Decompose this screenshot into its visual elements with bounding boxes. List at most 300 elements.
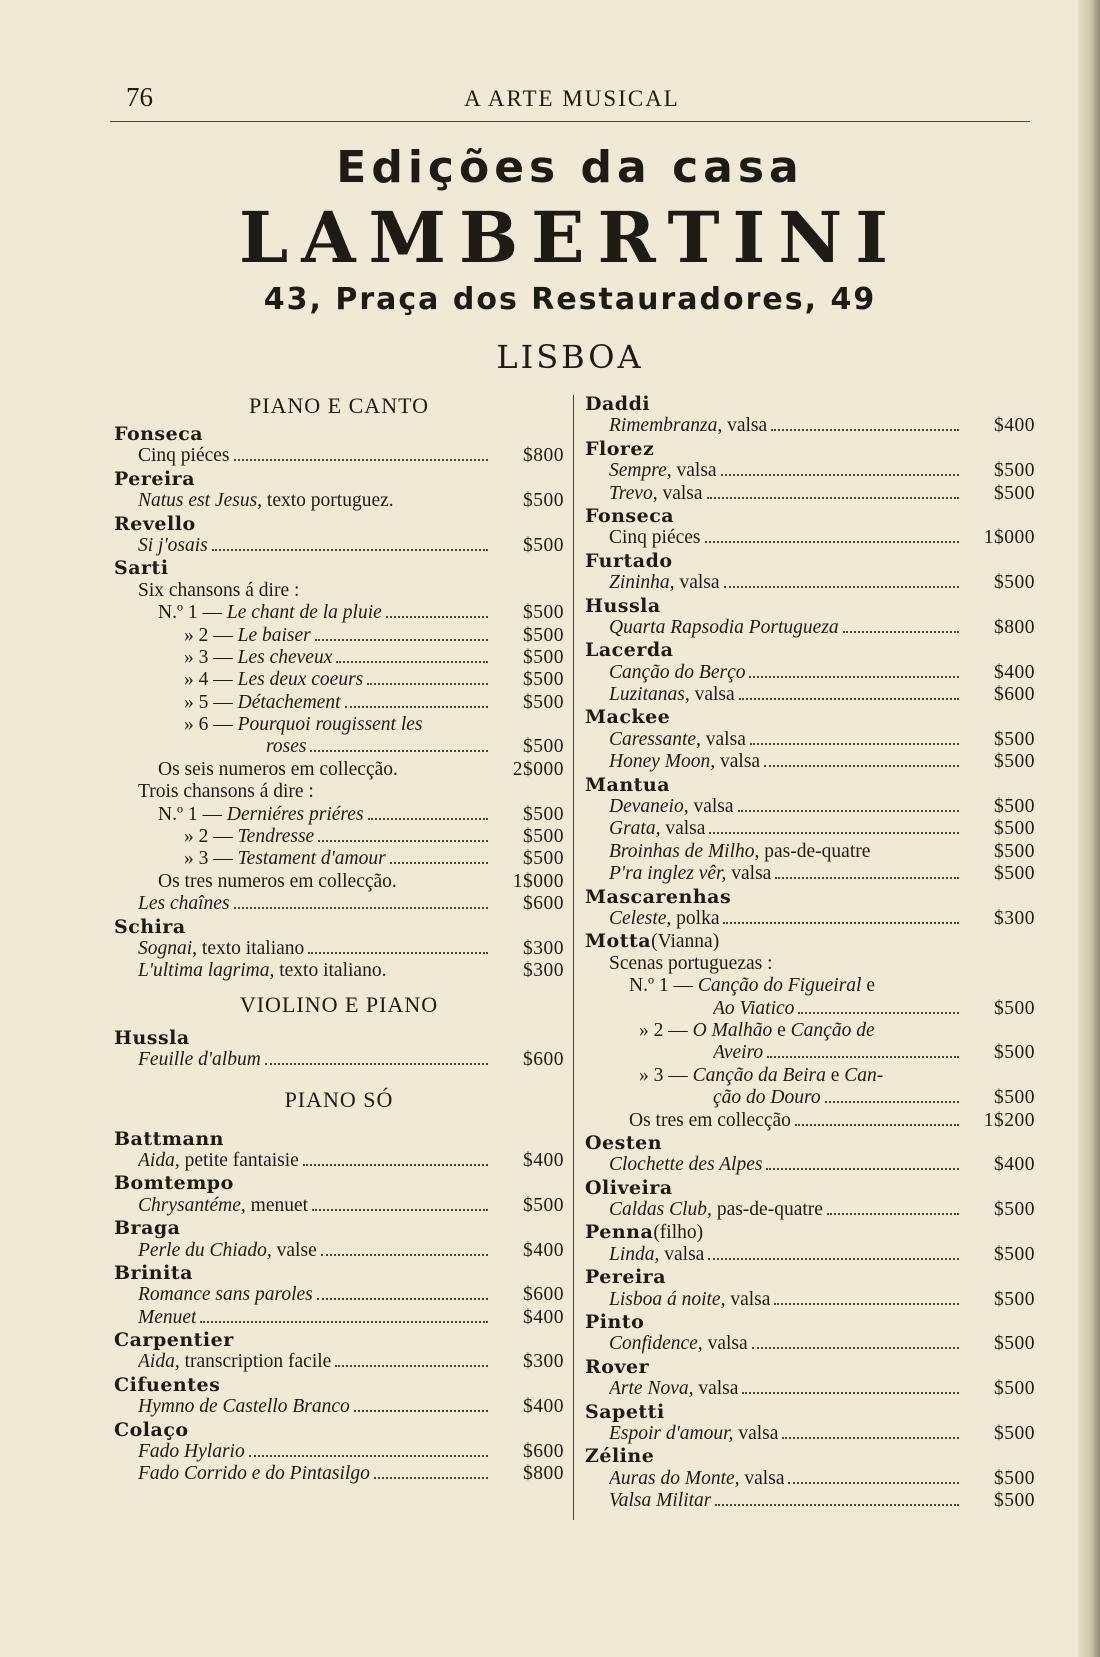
entry-title: Celeste, bbox=[609, 907, 672, 929]
catalogue-entry bbox=[114, 692, 564, 714]
entry-price: $500 bbox=[523, 646, 564, 668]
composer-name: Sarti bbox=[114, 557, 169, 580]
entry-price: $500 bbox=[994, 1333, 1035, 1355]
entry-title: Luzitanas, bbox=[609, 684, 690, 706]
entry-price: $500 bbox=[994, 1467, 1035, 1489]
entry-title: Rimembranza, bbox=[609, 415, 723, 437]
catalogue-entry bbox=[585, 572, 1035, 594]
dot-leader bbox=[752, 1347, 959, 1349]
entry-title: Testament d'amour bbox=[237, 848, 386, 870]
entry-title: Cinq piéces bbox=[609, 527, 701, 549]
dot-leader bbox=[317, 1298, 488, 1300]
catalogue-entry-continued bbox=[114, 736, 564, 758]
entry-note: petite fantaisie bbox=[179, 1149, 299, 1171]
entry-title: Os seis numeros em collecção. bbox=[158, 758, 398, 780]
composer-name: Braga bbox=[114, 1217, 181, 1240]
dot-leader bbox=[774, 1303, 959, 1305]
dot-leader bbox=[739, 698, 959, 700]
entry-title: roses bbox=[266, 736, 307, 758]
entry-price: $400 bbox=[994, 415, 1035, 437]
entry-title: Trevo, bbox=[609, 482, 658, 504]
entry-price: $600 bbox=[523, 1284, 564, 1306]
dot-leader bbox=[766, 1168, 959, 1170]
entry-number: » 2 — bbox=[184, 826, 233, 848]
entry-price: 1$200 bbox=[983, 1109, 1035, 1131]
entry-note: valsa bbox=[715, 751, 761, 773]
entry-title: Ao Viatico bbox=[713, 997, 795, 1019]
entry-number: » 5 — bbox=[184, 691, 233, 713]
composer-name: Battmann bbox=[114, 1127, 224, 1150]
dot-leader bbox=[798, 1012, 959, 1014]
catalogue-entry bbox=[114, 647, 564, 669]
entry-price: $500 bbox=[523, 490, 564, 512]
entry-title: Fado Hylario bbox=[138, 1441, 245, 1463]
dot-leader bbox=[843, 631, 959, 633]
dot-leader bbox=[390, 862, 488, 864]
dot-leader bbox=[707, 497, 959, 499]
entry-title: Canção de bbox=[790, 1019, 875, 1041]
entry-price: $500 bbox=[523, 691, 564, 713]
entry-note: texto portuguez. bbox=[262, 490, 394, 512]
dot-leader bbox=[386, 616, 488, 618]
entry-title: Clochette des Alpes bbox=[609, 1154, 763, 1176]
entry-price: $500 bbox=[994, 1422, 1035, 1444]
entry-title: Les cheveux bbox=[237, 646, 333, 668]
catalogue-entry bbox=[585, 751, 1035, 773]
running-header bbox=[112, 82, 1032, 122]
entry-title: Linda, bbox=[609, 1243, 660, 1265]
entry-price: $300 bbox=[994, 907, 1035, 929]
entry-price: $500 bbox=[523, 803, 564, 825]
catalogue-entry bbox=[585, 1490, 1035, 1512]
entry-price: $500 bbox=[994, 840, 1035, 862]
entry-title: Valsa Militar bbox=[609, 1490, 712, 1512]
dot-leader bbox=[795, 1124, 959, 1126]
entry-title: Tendresse bbox=[237, 826, 315, 848]
entry-price: 1$000 bbox=[512, 870, 564, 892]
catalogue-entry bbox=[585, 527, 1035, 549]
entry-title: Caldas Club, bbox=[609, 1199, 712, 1221]
dot-leader bbox=[321, 1254, 488, 1256]
entry-price: $300 bbox=[523, 1351, 564, 1373]
entry-price: $500 bbox=[994, 460, 1035, 482]
entry-note: valsa bbox=[674, 572, 720, 594]
entry-title: Chrysantéme, bbox=[138, 1194, 246, 1216]
dot-leader bbox=[771, 429, 959, 431]
dot-leader bbox=[312, 1209, 488, 1211]
entry-title: Cinq piéces bbox=[138, 445, 230, 467]
entry-number: » 4 — bbox=[184, 669, 233, 691]
composer-name: Cifuentes bbox=[114, 1373, 221, 1396]
entry-price: $500 bbox=[523, 669, 564, 691]
catalogue-entry bbox=[585, 908, 1035, 930]
catalogue-entry bbox=[114, 1441, 564, 1463]
entry-price: $500 bbox=[523, 736, 564, 758]
entry-price: 1$000 bbox=[983, 527, 1035, 549]
composer-name: Mackee bbox=[585, 706, 671, 729]
entry-price: $500 bbox=[994, 1087, 1035, 1109]
catalogue-entry bbox=[585, 1065, 1035, 1087]
dot-leader bbox=[265, 1063, 488, 1065]
entry-price: $500 bbox=[994, 1378, 1035, 1400]
catalogue-entry bbox=[585, 1423, 1035, 1445]
entry-note: valsa bbox=[733, 1422, 779, 1444]
entry-title: Espoir d'amour, bbox=[609, 1422, 734, 1444]
entry-price: 2$000 bbox=[512, 758, 564, 780]
dot-leader bbox=[767, 1056, 959, 1058]
composer-name: Revello bbox=[114, 512, 196, 535]
entry-title: Sognai, bbox=[138, 937, 198, 959]
entry-title: Broinhas de Milho, bbox=[609, 840, 760, 862]
dot-leader bbox=[721, 474, 959, 476]
entry-note: valsa bbox=[660, 818, 706, 840]
entry-price: $500 bbox=[994, 1490, 1035, 1512]
catalogue-entry bbox=[114, 1307, 564, 1329]
catalogue-left-column bbox=[114, 393, 564, 1486]
entry-price: $500 bbox=[994, 728, 1035, 750]
entry-price: $800 bbox=[994, 616, 1035, 638]
dot-leader bbox=[310, 750, 488, 752]
entry-price: $500 bbox=[994, 482, 1035, 504]
entry-note: valsa bbox=[693, 1378, 739, 1400]
dot-leader bbox=[315, 639, 488, 641]
column-divider bbox=[573, 395, 574, 1520]
catalogue-entry bbox=[114, 669, 564, 691]
entry-title: Menuet bbox=[138, 1306, 197, 1328]
catalogue-entry bbox=[114, 938, 564, 960]
catalogue-entry bbox=[114, 804, 564, 826]
entry-price: $500 bbox=[994, 1243, 1035, 1265]
entry-title: Les chaînes bbox=[138, 893, 230, 915]
composer-name: Pereira bbox=[114, 467, 196, 490]
entry-title: Les deux coeurs bbox=[237, 669, 364, 691]
catalogue-entry bbox=[114, 1284, 564, 1306]
composer-name: Penna bbox=[585, 1221, 654, 1244]
section-heading: VIOLINO E PIANO bbox=[239, 991, 439, 1017]
entry-title: Natus est Jesus, bbox=[138, 490, 263, 512]
dot-leader bbox=[249, 1455, 488, 1457]
dot-leader bbox=[724, 586, 959, 588]
dot-leader bbox=[738, 810, 959, 812]
entry-intro: Six chansons á dire : bbox=[138, 579, 300, 601]
catalogue-entry bbox=[114, 1463, 564, 1485]
entry-note: valsa bbox=[726, 863, 772, 885]
catalogue-entry bbox=[585, 1020, 1035, 1042]
dot-leader bbox=[764, 765, 959, 767]
catalogue-entry bbox=[585, 975, 1035, 997]
catalogue-entry bbox=[585, 1199, 1035, 1221]
entry-title: Feuille d'album bbox=[138, 1049, 261, 1071]
dot-leader bbox=[200, 1321, 488, 1323]
catalogue-entry bbox=[114, 490, 564, 512]
advert-publisher-name: LAMBERTINI bbox=[238, 196, 902, 279]
entry-title: Aveiro bbox=[713, 1042, 764, 1064]
composer-name: Oesten bbox=[585, 1131, 663, 1154]
composer-name: Daddi bbox=[585, 393, 651, 415]
dot-leader bbox=[367, 683, 488, 685]
entry-note: valsa bbox=[725, 1288, 771, 1310]
entry-price: $500 bbox=[523, 602, 564, 624]
entry-price: $400 bbox=[523, 1149, 564, 1171]
page-number: 76 bbox=[126, 82, 153, 112]
entry-price: $800 bbox=[523, 445, 564, 467]
entry-price: $500 bbox=[523, 624, 564, 646]
composer-name: Fonseca bbox=[114, 423, 204, 445]
composer-name: Florez bbox=[585, 437, 655, 460]
dot-leader bbox=[345, 706, 489, 708]
entry-title: Canção do Figueiral bbox=[697, 975, 862, 997]
catalogue-entry bbox=[585, 796, 1035, 818]
entry-title: Canção do Berço bbox=[609, 661, 746, 683]
entry-title: Derniéres priéres bbox=[226, 803, 364, 825]
entry-note: texto italiano bbox=[197, 937, 305, 959]
composer-qualifier: (filho) bbox=[653, 1222, 704, 1244]
dot-leader bbox=[368, 818, 488, 820]
catalogue-right-column bbox=[585, 393, 1035, 1513]
catalogue-entry bbox=[114, 826, 564, 848]
catalogue-entry bbox=[114, 871, 564, 893]
dot-leader bbox=[212, 549, 488, 551]
entry-title: Sempre, bbox=[609, 460, 672, 482]
entry-price: $600 bbox=[523, 1049, 564, 1071]
entry-note: menuet bbox=[245, 1194, 309, 1216]
entry-price: $600 bbox=[994, 684, 1035, 706]
entry-note: e bbox=[861, 975, 875, 997]
entry-title: Hymno de Castello Branco bbox=[138, 1396, 350, 1418]
dot-leader bbox=[318, 840, 488, 842]
catalogue-entry bbox=[114, 1195, 564, 1217]
catalogue-entry bbox=[585, 684, 1035, 706]
entry-price: $400 bbox=[523, 1396, 564, 1418]
entry-title: Détachement bbox=[237, 691, 341, 713]
entry-price: $500 bbox=[994, 818, 1035, 840]
catalogue-entry bbox=[585, 415, 1035, 437]
entry-price: $600 bbox=[523, 893, 564, 915]
entry-price: $500 bbox=[994, 1199, 1035, 1221]
page-edge-shadow bbox=[1078, 0, 1100, 1657]
dot-leader bbox=[336, 661, 488, 663]
entry-note: pas-de-quatre bbox=[759, 840, 871, 862]
entry-note: e bbox=[772, 1019, 791, 1041]
dot-leader bbox=[715, 1504, 959, 1506]
entry-price: $500 bbox=[994, 997, 1035, 1019]
catalogue-entry bbox=[585, 460, 1035, 482]
entry-note: valse bbox=[271, 1239, 317, 1261]
entry-note: valsa bbox=[722, 415, 768, 437]
entry-note: valsa bbox=[688, 796, 734, 818]
catalogue-entry bbox=[585, 1333, 1035, 1355]
entry-title: Quarta Rapsodia Portugueza bbox=[609, 616, 839, 638]
advert-publisher-line: Edições da casa bbox=[336, 142, 804, 193]
catalogue-entry bbox=[585, 1468, 1035, 1490]
entry-price: $600 bbox=[523, 1441, 564, 1463]
composer-name: Motta bbox=[585, 930, 652, 953]
catalogue-entry bbox=[114, 960, 564, 982]
entry-price: $500 bbox=[994, 1042, 1035, 1064]
composer-name: Lacerda bbox=[585, 639, 674, 662]
entry-note: valsa bbox=[659, 1243, 705, 1265]
composer-name: Pereira bbox=[585, 1266, 667, 1289]
entry-note: valsa bbox=[702, 1333, 748, 1355]
entry-price: $500 bbox=[994, 572, 1035, 594]
catalogue-entry bbox=[114, 1240, 564, 1262]
entry-title: Grata, bbox=[609, 818, 661, 840]
catalogue-entry bbox=[114, 445, 564, 467]
catalogue-entry bbox=[585, 863, 1035, 885]
catalogue-entry bbox=[585, 841, 1035, 863]
composer-name: Hussla bbox=[114, 1026, 190, 1049]
dot-leader bbox=[750, 743, 959, 745]
entry-title: Zininha, bbox=[609, 572, 675, 594]
entry-price: $400 bbox=[523, 1239, 564, 1261]
entry-title: Confidence, bbox=[609, 1333, 703, 1355]
entry-title: Can- bbox=[844, 1064, 884, 1086]
entry-price: $500 bbox=[994, 863, 1035, 885]
dot-leader bbox=[788, 1482, 959, 1484]
entry-title: Arte Nova, bbox=[609, 1378, 694, 1400]
dot-leader bbox=[708, 1258, 959, 1260]
catalogue-entry bbox=[585, 818, 1035, 840]
catalogue-entry bbox=[114, 848, 564, 870]
entry-note: valsa bbox=[739, 1467, 785, 1489]
composer-name: Colaço bbox=[114, 1418, 189, 1441]
dot-leader bbox=[827, 1213, 959, 1215]
entry-price: $500 bbox=[994, 751, 1035, 773]
composer-name: Schira bbox=[114, 915, 186, 938]
catalogue-entry bbox=[585, 1154, 1035, 1176]
dot-leader bbox=[234, 907, 488, 909]
composer-name: Carpentier bbox=[114, 1329, 234, 1352]
catalogue-entry bbox=[585, 1244, 1035, 1266]
catalogue-entry-continued bbox=[585, 1042, 1035, 1064]
catalogue-entry bbox=[585, 1289, 1035, 1311]
composer-name: Zéline bbox=[585, 1445, 655, 1468]
entry-number: » 2 — bbox=[184, 624, 233, 646]
entry-number: » 3 — bbox=[184, 646, 233, 668]
composer-name: Bomtempo bbox=[114, 1172, 234, 1195]
catalogue-entry bbox=[585, 617, 1035, 639]
entry-price: $500 bbox=[994, 796, 1035, 818]
header-rule bbox=[110, 121, 1030, 122]
composer-name: Brinita bbox=[114, 1261, 193, 1284]
entry-price: $500 bbox=[523, 826, 564, 848]
catalogue-entry bbox=[585, 483, 1035, 505]
entry-price: $500 bbox=[523, 848, 564, 870]
composer-name: Mascarenhas bbox=[585, 885, 732, 908]
entry-note: valsa bbox=[689, 684, 735, 706]
entry-title: Si j'osais bbox=[138, 534, 208, 556]
entry-title: Auras do Monte, bbox=[609, 1467, 740, 1489]
section-heading: PIANO SÓ bbox=[284, 1086, 394, 1112]
entry-title: Romance sans paroles bbox=[138, 1284, 313, 1306]
composer-qualifier: (Vianna) bbox=[651, 931, 720, 953]
catalogue-entry bbox=[585, 1110, 1035, 1132]
catalogue-entry bbox=[585, 729, 1035, 751]
catalogue-entry-continued bbox=[585, 1087, 1035, 1109]
entry-number: » 2 — bbox=[639, 1019, 688, 1041]
entry-price: $800 bbox=[523, 1463, 564, 1485]
entry-note: polka bbox=[671, 907, 720, 929]
catalogue-entry bbox=[114, 893, 564, 915]
composer-name: Pinto bbox=[585, 1311, 645, 1334]
entry-intro: Trois chansons á dire : bbox=[138, 781, 314, 803]
entry-title: Perle du Chiado, bbox=[138, 1239, 272, 1261]
entry-price: $300 bbox=[523, 937, 564, 959]
entry-title: Canção da Beira bbox=[692, 1064, 826, 1086]
entry-price: $500 bbox=[523, 534, 564, 556]
entry-title: Os tres numeros em collecção. bbox=[158, 870, 397, 892]
entry-note: pas-de-quatre bbox=[711, 1199, 823, 1221]
entry-note: transcription facile bbox=[179, 1351, 332, 1373]
dot-leader bbox=[742, 1392, 959, 1394]
entry-title: Os tres em collecção bbox=[629, 1109, 791, 1131]
composer-name: Mantua bbox=[585, 773, 671, 796]
dot-leader bbox=[709, 832, 959, 834]
catalogue-entry-continued bbox=[585, 998, 1035, 1020]
entry-title: O Malhão bbox=[692, 1019, 773, 1041]
entry-price: $300 bbox=[523, 960, 564, 982]
entry-number: » 3 — bbox=[184, 848, 233, 870]
entry-note: valsa bbox=[671, 460, 717, 482]
entry-title: Aida, bbox=[138, 1149, 180, 1171]
dot-leader bbox=[782, 1437, 959, 1439]
entry-title: ção do Douro bbox=[713, 1087, 821, 1109]
entry-number: N.º 1 — bbox=[629, 975, 694, 997]
dot-leader bbox=[308, 952, 488, 954]
entry-number: » 6 — bbox=[184, 714, 233, 736]
advert-address: 43, Praça dos Restauradores, 49 bbox=[263, 282, 877, 317]
entry-title: Fado Corrido e do Pintasilgo bbox=[138, 1463, 370, 1485]
composer-name: Rover bbox=[585, 1355, 650, 1378]
dot-leader bbox=[374, 1477, 488, 1479]
entry-price: $400 bbox=[523, 1306, 564, 1328]
dot-leader bbox=[234, 459, 488, 461]
entry-number: N.º 1 — bbox=[158, 803, 223, 825]
entry-price: $400 bbox=[994, 1154, 1035, 1176]
dot-leader bbox=[354, 1410, 488, 1412]
composer-name: Oliveira bbox=[585, 1176, 673, 1199]
running-title: A ARTE MUSICAL bbox=[464, 86, 680, 111]
section-heading: PIANO E CANTO bbox=[248, 393, 430, 418]
entry-title: Le chant de la pluie bbox=[226, 602, 382, 624]
entry-title: Honey Moon, bbox=[609, 751, 716, 773]
dot-leader bbox=[775, 877, 959, 879]
entry-title: Pourquoi rougissent les bbox=[237, 714, 423, 736]
catalogue-entry bbox=[585, 662, 1035, 684]
catalogue-entry bbox=[114, 1150, 564, 1172]
catalogue-entry bbox=[114, 535, 564, 557]
catalogue-entry bbox=[114, 1049, 564, 1071]
catalogue-entry bbox=[114, 1351, 564, 1373]
composer-name: Fonseca bbox=[585, 504, 675, 527]
dot-leader bbox=[749, 676, 959, 678]
catalogue-entry bbox=[585, 1378, 1035, 1400]
composer-name: Hussla bbox=[585, 594, 661, 617]
entry-note: e bbox=[825, 1064, 845, 1086]
entry-title: Lisboa á noite, bbox=[609, 1288, 726, 1310]
entry-title: Le baiser bbox=[237, 624, 311, 646]
dot-leader bbox=[705, 541, 959, 543]
catalogue-entry bbox=[114, 625, 564, 647]
entry-price: $500 bbox=[994, 1288, 1035, 1310]
entry-title: L'ultima lagrima, bbox=[138, 960, 275, 982]
catalogue-entry bbox=[114, 759, 564, 781]
dot-leader bbox=[825, 1101, 959, 1103]
composer-name: Sapetti bbox=[585, 1400, 665, 1423]
catalogue-entry bbox=[114, 1396, 564, 1418]
entry-number: N.º 1 — bbox=[158, 602, 223, 624]
entry-price: $400 bbox=[994, 661, 1035, 683]
